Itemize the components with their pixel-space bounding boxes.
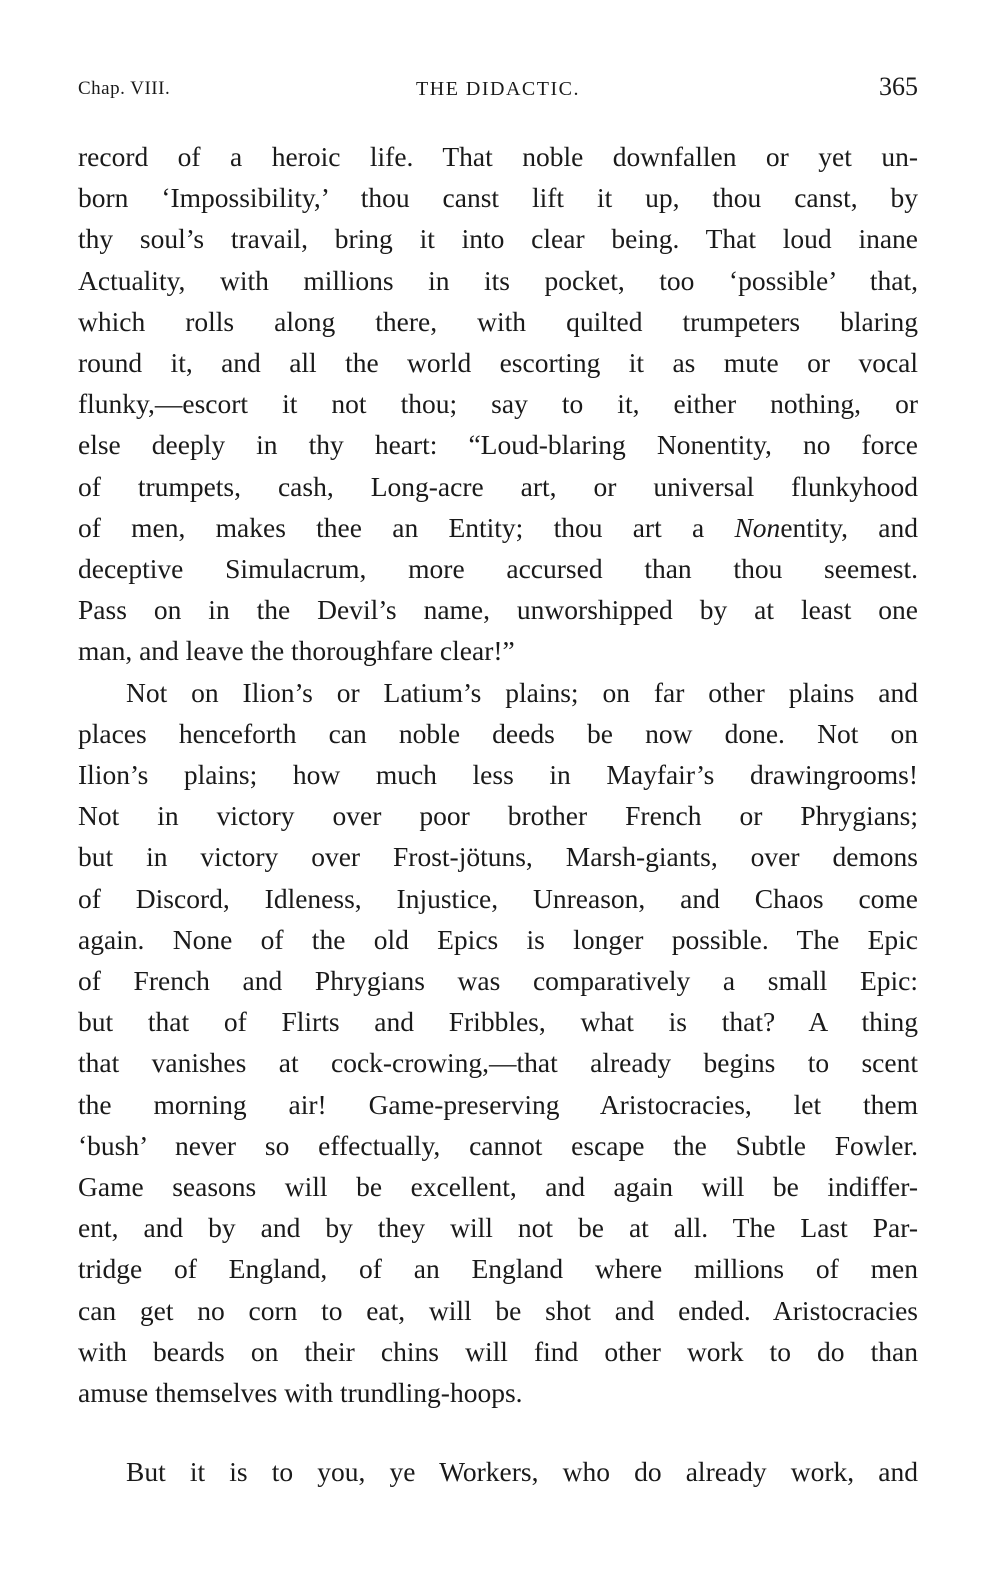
text-line: But it is to you, ye Workers, who do already work, and bbox=[126, 1456, 918, 1488]
text-line: Game seasons will be excellent, and again will be indiffer- bbox=[78, 1171, 918, 1203]
text-line: places henceforth can noble deeds be now done. Not on bbox=[78, 717, 918, 749]
text-line: Not on Ilion’s or Latium’s plains; on far other plains and bbox=[126, 676, 918, 708]
paragraph-3 bbox=[78, 1451, 918, 1492]
text-line: man, and leave the thoroughfare clear!” bbox=[78, 635, 515, 667]
text-line: can get no corn to eat, will be shot and ended. Aristocracies bbox=[78, 1294, 918, 1326]
text-line: amuse themselves with trundling-hoops. bbox=[78, 1377, 523, 1409]
page-number: 365 bbox=[879, 72, 918, 101]
text-line: Actuality, with millions in its pocket, too ‘possible’ that, bbox=[78, 264, 918, 296]
text-line: Ilion’s plains; how much less in Mayfair’s drawingrooms! bbox=[78, 759, 918, 791]
text-line: that vanishes at cock-crowing,—that already begins to scent bbox=[78, 1047, 918, 1079]
running-head bbox=[78, 72, 918, 104]
text-line: flunky,—escort it not thou; say to it, either nothing, or bbox=[78, 388, 918, 420]
paragraph-1 bbox=[78, 136, 918, 672]
text-line: again. None of the old Epics is longer possible. The Epic bbox=[78, 923, 918, 955]
text-line: of trumpets, cash, Long-acre art, or universal flunkyhood bbox=[78, 470, 918, 502]
text-line: but in victory over Frost-jötuns, Marsh-giants, over demons bbox=[78, 841, 918, 873]
text-line: ‘bush’ never so effectually, cannot escape the Subtle Fowler. bbox=[78, 1129, 918, 1161]
text-line: Not in victory over poor brother French or Phrygians; bbox=[78, 800, 918, 832]
text-line: born ‘Impossibility,’ thou canst lift it up, thou canst, by bbox=[78, 182, 918, 214]
chapter-label: Chap. VIII. bbox=[78, 78, 171, 99]
text-line: deceptive Simulacrum, more accursed than thou seemest. bbox=[78, 553, 918, 585]
text-line: round it, and all the world escorting it as mute or vocal bbox=[78, 347, 918, 379]
text-line: Pass on in the Devil’s name, unworshipped by at least one bbox=[78, 594, 918, 626]
text-line: record of a heroic life. That noble downfallen or yet un- bbox=[78, 141, 918, 172]
text-line: the morning air! Game-preserving Aristocracies, let them bbox=[78, 1088, 918, 1120]
text-line: with beards on their chins will find other work to do than bbox=[78, 1335, 918, 1367]
text-line: but that of Flirts and Fribbles, what is that? A thing bbox=[78, 1006, 918, 1038]
text-line: of French and Phrygians was comparatively a small Epic: bbox=[78, 965, 918, 997]
text-line: tridge of England, of an England where millions of men bbox=[78, 1253, 918, 1285]
text-line: of men, makes thee an Entity; thou art a Nonentity, and bbox=[78, 511, 918, 543]
paragraph-2 bbox=[78, 672, 918, 1414]
text-line: thy soul’s travail, bring it into clear being. That loud inane bbox=[78, 223, 918, 255]
text-line: ent, and by and by they will not be at all. The Last Par- bbox=[78, 1212, 918, 1244]
text-line: which rolls along there, with quilted trumpeters blaring bbox=[78, 305, 918, 337]
page-title: THE DIDACTIC. bbox=[416, 78, 580, 100]
text-line: of Discord, Idleness, Injustice, Unreason, and Chaos come bbox=[78, 882, 918, 914]
text-line: else deeply in thy heart: “Loud-blaring Nonentity, no force bbox=[78, 429, 918, 461]
body-text bbox=[78, 136, 918, 1493]
